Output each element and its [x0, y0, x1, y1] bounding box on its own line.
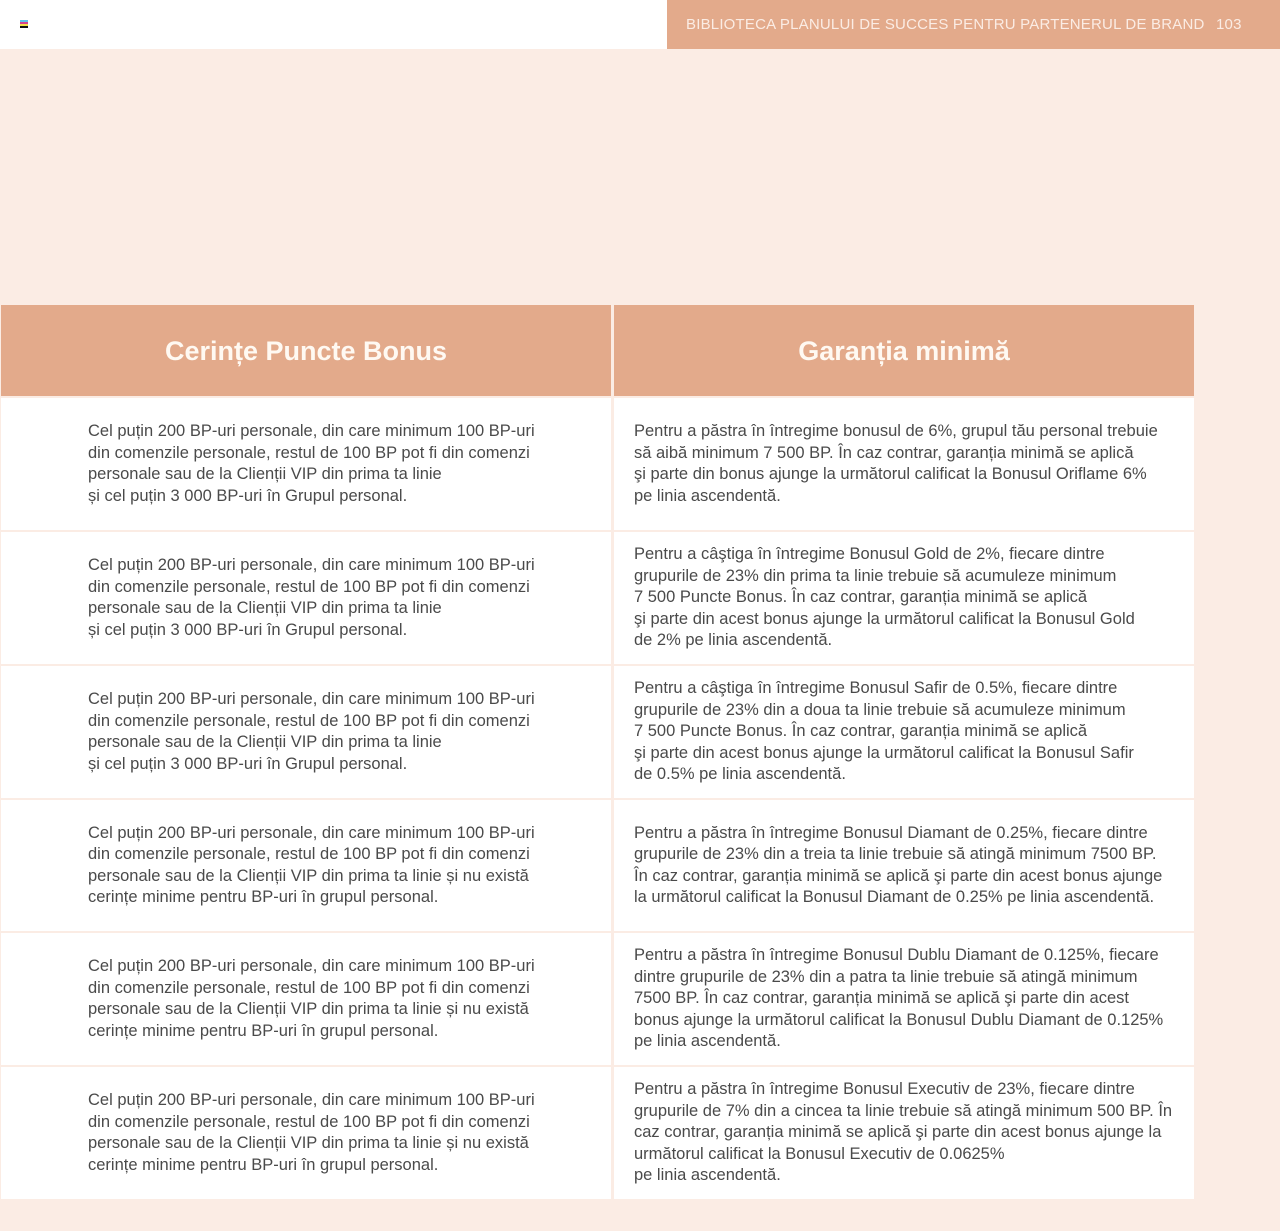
print-registration-mark-icon	[20, 20, 28, 28]
requirement-cell	[1, 532, 611, 664]
guarantee-cell	[614, 398, 1194, 530]
requirement-text: Cel puțin 200 BP-uri personale, din care minimum 100 BP-uri din comenzile personale, restul de 100 BP pot fi din comenzi personale sau de la Clienții VIP din prima ta linie și nu există cerințe minime pentru BP-uri în grupul personal.	[88, 1091, 535, 1174]
guarantee-text: Pentru a păstra în întregime bonusul de 6%, grupul tău personal trebuie să aibă minimum 7 500 BP. În caz contrar, garanția minimă se aplică şi parte din bonus ajunge la următorul calificat la Bonusul Oriflame 6% pe linia ascendentă.	[634, 422, 1158, 505]
guarantee-cell	[614, 532, 1194, 664]
column-header-label: Cerințe Puncte Bonus	[164, 336, 448, 366]
requirement-cell	[1, 1067, 611, 1199]
page-number: 103	[1216, 16, 1242, 33]
column-header-requirements	[1, 305, 611, 396]
guarantee-text: Pentru a păstra în întregime Bonusul Dublu Diamant de 0.125%, fiecare dintre grupurile de 23% din a patra ta linie trebuie să atingă minimum 7500 BP. În caz contrar, garanția minimă se aplică şi parte din acest bonus ajunge la următorul calificat la Bonusul Dublu Diamant de 0.125% pe linia ascendentă.	[634, 946, 1164, 1051]
requirement-text: Cel puțin 200 BP-uri personale, din care minimum 100 BP-uri din comenzile personale, restul de 100 BP pot fi din comenzi personale sau de la Clienții VIP din prima ta linie și cel puțin 3 000 BP-uri în Grupul personal.	[88, 422, 535, 505]
running-header-title: BIBLIOTECA PLANULUI DE SUCCES PENTRU PARTENERUL DE BRAND	[686, 16, 1205, 33]
requirement-cell	[1, 800, 611, 931]
guarantee-text: Pentru a câştiga în întregime Bonusul Gold de 2%, fiecare dintre grupurile de 23% din prima ta linie trebuie să acumuleze minimum 7 500 Puncte Bonus. În caz contrar, garanția minimă se aplică şi parte din acest bonus ajunge la următorul calificat la Bonusul Gold de 2% pe linia ascendentă.	[634, 545, 1135, 650]
running-header	[667, 0, 1280, 49]
requirement-cell	[1, 398, 611, 530]
guarantee-cell	[614, 800, 1194, 931]
requirement-text: Cel puțin 200 BP-uri personale, din care minimum 100 BP-uri din comenzile personale, restul de 100 BP pot fi din comenzi personale sau de la Clienții VIP din prima ta linie și cel puțin 3 000 BP-uri în Grupul personal.	[88, 556, 535, 639]
requirement-text: Cel puțin 200 BP-uri personale, din care minimum 100 BP-uri din comenzile personale, restul de 100 BP pot fi din comenzi personale sau de la Clienții VIP din prima ta linie și cel puțin 3 000 BP-uri în Grupul personal.	[88, 690, 535, 773]
column-header-guarantee	[614, 305, 1194, 396]
guarantee-text: Pentru a păstra în întregime Bonusul Diamant de 0.25%, fiecare dintre grupurile de 23% din a treia ta linie trebuie să atingă minimum 7500 BP. În caz contrar, garanția minimă se aplică şi parte din acest bonus ajunge la următorul calificat la Bonusul Diamant de 0.25% pe linia ascendentă.	[634, 823, 1163, 906]
guarantee-cell	[614, 1067, 1194, 1199]
guarantee-cell	[614, 933, 1194, 1065]
requirement-text: Cel puțin 200 BP-uri personale, din care minimum 100 BP-uri din comenzile personale, restul de 100 BP pot fi din comenzi personale sau de la Clienții VIP din prima ta linie și nu există cerințe minime pentru BP-uri în grupul personal.	[88, 957, 535, 1040]
column-header-label: Garanția minimă	[798, 336, 1010, 366]
print-mark-black	[20, 26, 28, 28]
requirement-cell	[1, 933, 611, 1065]
requirement-text: Cel puțin 200 BP-uri personale, din care minimum 100 BP-uri din comenzile personale, restul de 100 BP pot fi din comenzi personale sau de la Clienții VIP din prima ta linie și nu există cerințe minime pentru BP-uri în grupul personal.	[88, 823, 535, 906]
requirement-cell	[1, 666, 611, 798]
guarantee-cell	[614, 666, 1194, 798]
guarantee-text: Pentru a păstra în întregime Bonusul Executiv de 23%, fiecare dintre grupurile de 7% din a cincea ta linie trebuie să atingă minimum 500 BP. În caz contrar, garanția minimă se aplică şi parte din acest bonus ajunge la următorul calificat la Bonusul Executiv de 0.0625% pe linia ascendentă.	[634, 1080, 1173, 1185]
guarantee-text: Pentru a câştiga în întregime Bonusul Safir de 0.5%, fiecare dintre grupurile de 23% din a doua ta linie trebuie să acumuleze minimum 7 500 Puncte Bonus. În caz contrar, garanția minimă se aplică şi parte din acest bonus ajunge la următorul calificat la Bonusul Safir de 0.5% pe linia ascendentă.	[634, 679, 1134, 784]
